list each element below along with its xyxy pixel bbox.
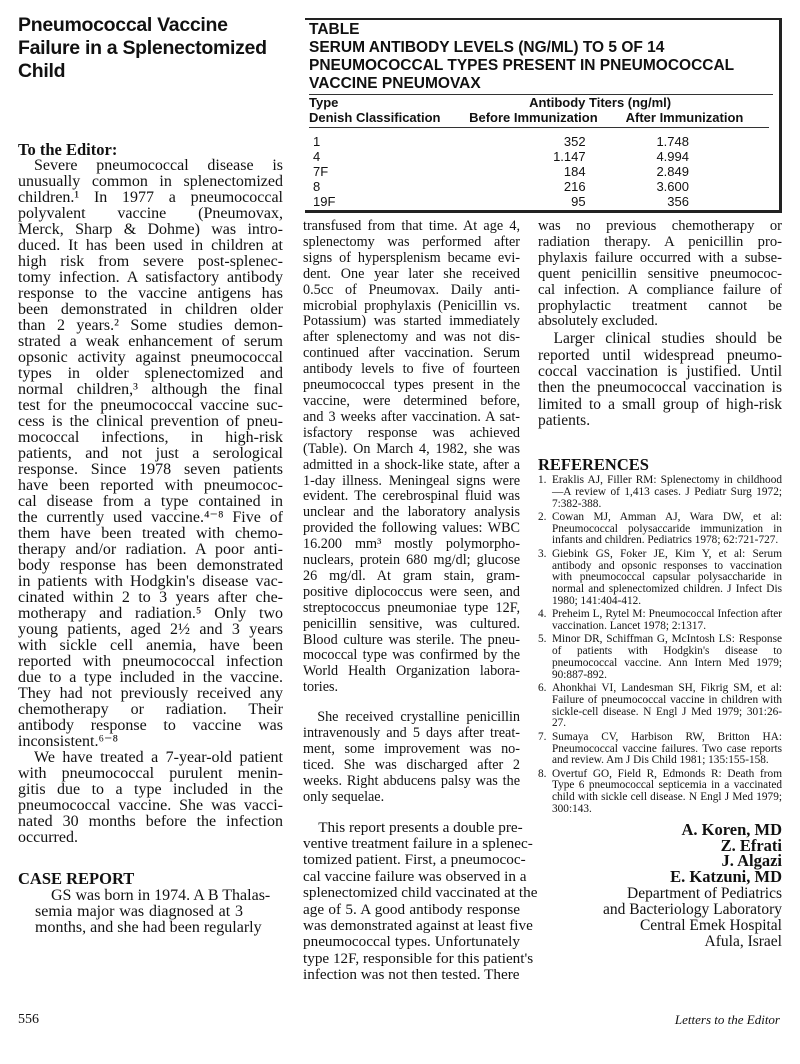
text-line: Merck, Sharp & Dohme) was intro-: [18, 221, 283, 238]
header-antibody-titers: Antibody Titers (ng/ml): [529, 95, 672, 110]
text-line: splenectomy was performed after: [303, 233, 520, 250]
table-cell: 356: [667, 194, 689, 209]
text-line: mococcal type was confirmed by the: [303, 647, 520, 664]
references: [538, 455, 782, 817]
reference-text: Overtuf GO, Field R, Edmonds R: Death from Type 6 pneumococcal septicemia in a vaccinated child with sickle cell disease. N Engl J Med 1979; 300:143.: [552, 767, 782, 816]
reference-item: [538, 769, 782, 816]
text-line: chemotherapy or radiation. Their: [18, 701, 283, 718]
reference-item: [538, 549, 782, 608]
text-line: gitis due to a type included in the: [18, 781, 283, 798]
reference-list: [538, 475, 782, 816]
table-cell: 19F: [313, 194, 336, 209]
text-line: body response has been demonstrated: [18, 557, 283, 574]
header-type: Type: [309, 95, 339, 110]
paragraph: [303, 219, 520, 696]
reference-item: [538, 683, 782, 730]
text-line: cal vaccine failure was observed in a: [303, 867, 527, 885]
table-grid: [309, 95, 769, 209]
text-line: duced. It has been used in children at: [18, 237, 283, 254]
author-name: Z. Efrati: [720, 835, 782, 855]
text-line: 26 mg/dl. At gram stain, gram-: [303, 567, 520, 584]
case-report-text: [35, 887, 271, 936]
reference-number: 1.: [538, 474, 547, 486]
author-name: A. Koren, MD: [681, 820, 782, 839]
text-line: pneumococcal types present in the: [303, 377, 520, 394]
right-paragraphs: [538, 219, 782, 429]
table-cell: 7F: [313, 164, 329, 179]
text-line: was demonstrated against at least five: [303, 917, 533, 935]
right-column: [538, 219, 782, 429]
reference-item: [538, 634, 782, 681]
text-line: quent penicillin sensitive pneumococ-: [538, 265, 782, 282]
reference-number: 8.: [538, 767, 547, 780]
middle-column: [303, 218, 538, 984]
text-line: nated 30 months before the infection: [18, 813, 283, 830]
table-row: [309, 194, 769, 209]
text-line: continued after vaccination. Serum: [303, 345, 520, 362]
reference-text: Sumaya CV, Harbison RW, Britton HA: Pneumococcal vaccine failures. Two case reports and review. Am J Dis Child 1981; 135:155-158.: [552, 730, 782, 767]
text-line: inconsistent.⁶⁻⁸: [18, 733, 119, 750]
reference-number: 6.: [538, 682, 547, 695]
paragraph: [538, 219, 782, 330]
middle-paragraphs: [303, 218, 538, 984]
table-cell: 352: [563, 134, 586, 149]
text-line: tomized patient. First, a pneumococ-: [303, 851, 526, 869]
text-line: semia major was diagnosed at 3: [35, 903, 243, 920]
reference-number: 2.: [538, 510, 547, 523]
text-line: polyvalent vaccine (Pneumovax,: [18, 205, 283, 222]
text-line: unclear and the laboratory analysis: [303, 504, 520, 521]
text-line: type 12F, responsible for this patient's: [303, 949, 534, 967]
table-cell: 3.600: [656, 179, 689, 194]
text-line: penicillin sensitive, was cultured.: [303, 615, 520, 632]
affiliation-line: Department of Pediatrics: [627, 885, 782, 902]
text-line: motherapy and radiation.⁵ Only two: [18, 605, 283, 622]
header-col-1: Before Immunization: [469, 110, 598, 125]
text-line: Potassium) was started immediately: [303, 313, 520, 330]
text-line: normal children,³ although the final: [18, 381, 283, 398]
text-line: antibody levels to five of fourteen: [303, 361, 520, 378]
text-line: admitted in a shock-like state, after a: [303, 456, 520, 473]
text-line: test for the pneumococcal vaccine suc-: [18, 397, 283, 414]
text-line: after splenectomy and was not dis-: [303, 329, 520, 346]
table-cell: 1: [313, 134, 321, 149]
case-report-heading: CASE REPORT: [18, 869, 135, 888]
reference-number: 4.: [538, 608, 547, 621]
text-line: weeks. Right abducens palsy was the: [303, 772, 520, 789]
salutation: To the Editor:: [18, 140, 118, 159]
text-line: evident. The cerebrospinal fluid was: [303, 488, 520, 505]
text-line: 16.200 mm³ mostly polymorpho-: [303, 536, 520, 553]
article-title: Pneumococcal Vaccine Failure in a Splenectomized Child: [18, 14, 267, 82]
text-line: 0.5cc of Pneumovax. Daily anti-: [303, 281, 520, 298]
text-line: children.¹ In 1977 a pneumococcal: [18, 189, 283, 206]
caption-line: SERUM ANTIBODY LEVELS (NG/ML) TO 5 OF 14: [309, 39, 665, 56]
reference-text: Preheim L, Rytel M: Pneumococcal Infection after vaccination. Lancet 1978; 2:1317.: [552, 608, 782, 633]
affiliation-line: and Bacteriology Laboratory: [602, 901, 782, 918]
text-line: infection was not then tested. There: [303, 966, 520, 984]
table-caption: [305, 22, 779, 92]
text-line: pneumococcal vaccine. She was vacci-: [18, 797, 283, 814]
text-line: dent. One year later she received: [303, 265, 520, 282]
text-line: due to a type included in the vaccine.: [18, 669, 283, 686]
text-line: They had not previously received any: [18, 685, 283, 702]
text-line: limited to a small group of high-risk: [538, 395, 782, 413]
text-line: cinated within 2 to 3 years after che-: [18, 589, 283, 606]
text-line: therapy and/or radiation. A poor anti-: [18, 541, 283, 558]
text-line: reported with pneumococcal infection: [18, 653, 283, 670]
text-line: prophylactic treatment cannot be: [538, 297, 782, 314]
text-line: than 2 years.² Some studies demon-: [18, 317, 283, 334]
text-line: with sickle cell anemia, have been: [18, 637, 283, 654]
text-line: response. Since 1978 seven patients: [18, 461, 283, 478]
caption-line: PNEUMOCOCCAL TYPES PRESENT IN PNEUMOCOCCAL: [309, 57, 735, 74]
text-line: high risk from severe post-splenec-: [18, 253, 283, 270]
text-line: only sequelae.: [303, 788, 385, 805]
text-line: We have treated a 7-year-old patient: [34, 749, 283, 766]
text-line: radiation therapy. A penicillin pro-: [538, 233, 782, 250]
reference-item: [538, 512, 782, 547]
table-cell: 216: [563, 179, 586, 194]
text-line: cal disease from a type contained in: [18, 493, 283, 510]
affiliation-line: Afula, Israel: [704, 933, 782, 950]
text-line: types in older splenectomized and: [18, 365, 283, 382]
text-line: transfused from that time. At age 4,: [303, 218, 520, 234]
reference-item: [538, 475, 782, 510]
text-line: ticed. She was discharged after 2: [303, 756, 520, 773]
references-heading: REFERENCES: [538, 455, 649, 474]
text-line: absolutely excluded.: [538, 313, 658, 330]
table-cell: 95: [571, 194, 586, 209]
reference-number: 5.: [538, 633, 547, 646]
text-line: Larger clinical studies should be: [553, 330, 782, 348]
table-cell: 1.147: [553, 149, 586, 164]
text-line: World Health Organization labora-: [303, 663, 520, 680]
text-line: have been reported with pneumococ-: [18, 477, 283, 494]
text-line: ventive treatment failure in a splenec-: [303, 835, 533, 853]
table-row: [309, 149, 769, 164]
paragraph: [303, 710, 520, 805]
text-line: reported until widespread pneumo-: [538, 346, 782, 364]
text-line: cess is the clinical prevention of pneu-: [18, 413, 283, 430]
text-line: was no previous chemotherapy or: [538, 218, 782, 234]
affiliation: [603, 886, 782, 950]
paragraph: [303, 818, 538, 984]
text-line: cal infection. A compliance failure of: [538, 281, 782, 298]
text-line: with pneumococcal purulent menin-: [18, 765, 283, 782]
text-line: streptococcus pneumoniae type 12F,: [303, 599, 520, 616]
text-line: (Table). On March 4, 1982, she was: [303, 440, 520, 457]
text-line: unusually common in splenectomized: [18, 173, 283, 190]
text-line: ment, some improvement was no-: [303, 741, 520, 757]
text-line: Blood culture was sterile. The pneu-: [303, 631, 520, 648]
text-line: and 3 weeks after vaccination. A sat-: [303, 408, 520, 425]
author-name: E. Katzuni, MD: [670, 866, 782, 886]
text-line: in patients with Hodgkin's disease vac-: [18, 573, 283, 590]
reference-text: Giebink GS, Foker JE, Kim Y, et al: Serum antibody and opsonic responses to vaccination with pneumococcal capsular polysaccharide in normal and splenectomized children. J Infect Dis 1980; 141:404-412.: [552, 547, 782, 607]
table-cell: 4: [313, 149, 321, 164]
text-line: coccal vaccination is justified. Until: [538, 362, 782, 380]
table-cell: 8: [313, 179, 321, 194]
paragraph: [538, 331, 782, 429]
text-line: isfactory response was achieved: [303, 424, 520, 441]
text-line: occurred.: [18, 829, 78, 846]
text-line: nuclears, protein 680 mg/dl; glucose: [303, 552, 520, 569]
text-line: vaccine, were determined before,: [303, 392, 520, 409]
text-line: She received crystalline penicillin: [317, 709, 520, 726]
reference-text: Ahonkhai VI, Landesman SH, Fikrig SM, et al: Failure of pneumococcal vaccine in children with sickle-cell disease. N Engl J Med 1979; 301:26-27.: [552, 682, 782, 730]
text-line: antibody response to vaccine was: [18, 717, 283, 734]
text-line: opsonic activity against pneumococcal: [18, 349, 283, 366]
text-line: tories.: [303, 679, 339, 696]
table-cell: 4.994: [656, 149, 689, 164]
paragraph: [18, 158, 283, 750]
affiliation-line: Central Emek Hospital: [639, 917, 782, 934]
text-line: GS was born in 1974. A B Thalas-: [51, 887, 271, 904]
text-line: them have been treated with chemo-: [18, 525, 283, 542]
text-line: Severe pneumococcal disease is: [34, 157, 283, 174]
text-line: young patients, aged 2½ and 3 years: [18, 621, 283, 638]
text-line: provided the following values: WBC: [303, 520, 520, 537]
section-name: Letters to the Editor: [674, 1012, 780, 1027]
text-line: positive diplococcus were seen, and: [303, 583, 520, 600]
text-line: age of 5. A good antibody response: [303, 900, 520, 918]
text-line: months, and she had been regularly: [35, 919, 262, 936]
reference-number: 7.: [538, 730, 547, 743]
antibody-table: [305, 18, 782, 213]
text-line: patients.: [538, 411, 591, 429]
table-cell: 184: [563, 164, 586, 179]
caption-line: TABLE: [309, 21, 360, 38]
text-line: tomy infection. A satisfactory antibody: [18, 269, 283, 286]
text-line: signs of hypersplenism became evi-: [303, 249, 520, 266]
header-col-2: After Immunization: [625, 110, 744, 125]
table-row: [309, 179, 769, 194]
text-line: phylaxis failure occurred with a subse-: [538, 249, 782, 266]
text-line: pneumococcal types. Unfortunately: [303, 933, 520, 951]
authors: [603, 822, 782, 884]
reference-text: Eraklis AJ, Filler RM: Splenectomy in childhood—A review of 1,413 cases. J Pediatr Surg 1972; 7:382-388.: [552, 474, 782, 510]
text-line: intravenously and 5 days after treat-: [303, 725, 520, 742]
text-line: strated a weak enhancement of serum: [18, 333, 283, 350]
reference-number: 3.: [538, 547, 547, 560]
table-row: [309, 164, 769, 179]
reference-item: [538, 732, 782, 767]
author-name: J. Algazi: [721, 851, 782, 870]
signature-block: [603, 822, 782, 950]
header-col-0: Denish Classification: [309, 110, 441, 125]
text-line: the currently used vaccine.⁴⁻⁸ Five of: [18, 509, 283, 526]
text-line: 1-day illness. Meningeal signs were: [303, 472, 520, 489]
paragraph: [35, 887, 271, 936]
caption-line: VACCINE PNEUMOVAX: [309, 75, 481, 92]
text-line: mococcal infections, in high-risk: [18, 429, 283, 446]
left-paragraphs: [18, 158, 283, 846]
reference-text: Cowan MJ, Amman AJ, Wara DW, et al: Pneumococcal polysaccaride immunization in infants and children. Pediatrics 1978; 62:721-727.: [552, 510, 782, 547]
reference-text: Minor DR, Schiffman G, McIntosh LS: Response of patients with Hodgkin's disease to pneumococcal vaccine. Ann Intern Med 1979; 90:887-892.: [552, 633, 782, 681]
text-line: response to the vaccine antigens has: [18, 285, 283, 302]
text-line: This report presents a double pre-: [318, 818, 523, 836]
text-line: been demonstrated in children older: [18, 301, 283, 318]
paragraph: [18, 750, 283, 846]
text-line: microbial prophylaxis (Penicillin vs.: [303, 297, 520, 314]
left-column: [18, 141, 283, 936]
text-line: patients, and not just a serological: [18, 445, 283, 462]
page-number: 556: [18, 1012, 39, 1027]
table-row: [309, 134, 769, 149]
table-cell: 2.849: [656, 164, 689, 179]
text-line: splenectomized child vaccinated at the: [303, 884, 538, 902]
reference-item: [538, 609, 782, 633]
text-line: then the pneumococcal vaccination is: [538, 379, 782, 397]
table-cell: 1.748: [656, 134, 689, 149]
